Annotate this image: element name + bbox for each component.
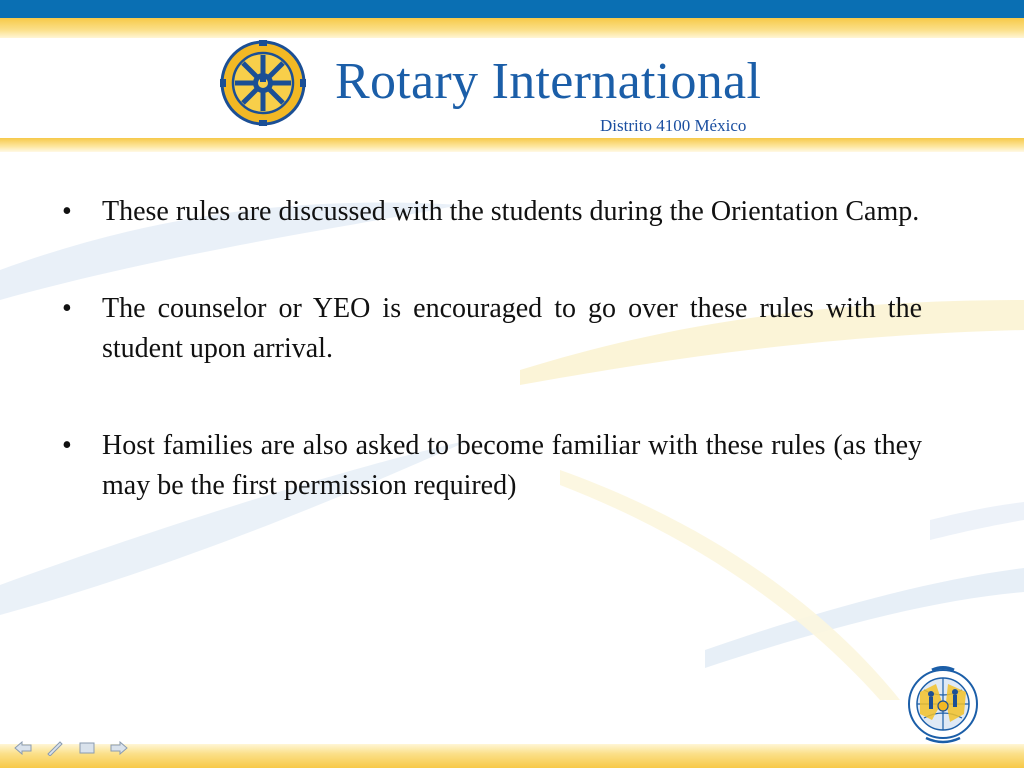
slide-navigation xyxy=(12,738,130,758)
next-slide-button[interactable] xyxy=(108,738,130,758)
header-gold-band xyxy=(0,138,1024,152)
menu-icon xyxy=(79,742,95,754)
footer-gold-band xyxy=(0,744,1024,768)
bullet-item xyxy=(58,289,922,369)
bullet-marker: • xyxy=(62,293,72,324)
pen-tool-button[interactable] xyxy=(44,738,66,758)
arrow-left-icon xyxy=(14,741,32,755)
bullet-marker: • xyxy=(62,430,72,461)
bullet-text: Host families are also asked to become familiar with these rules (as they may be the first permission required) xyxy=(102,430,922,501)
pen-icon xyxy=(46,740,64,756)
brand-subtitle: Distrito 4100 México xyxy=(600,116,747,135)
top-gold-band xyxy=(0,18,1024,38)
bullet-list xyxy=(58,192,922,563)
top-blue-band xyxy=(0,0,1024,18)
bullet-text: These rules are discussed with the students during the Orientation Camp. xyxy=(102,196,920,227)
rotary-youth-exchange-logo-icon xyxy=(902,662,984,746)
brand-title: Rotary International xyxy=(335,53,762,110)
bullet-item xyxy=(58,426,922,506)
arrow-right-icon xyxy=(110,741,128,755)
rotary-wheel-icon xyxy=(220,40,306,126)
bullet-text: The counselor or YEO is encouraged to go over these rules with the student upon arrival. xyxy=(102,293,922,364)
slide-menu-button[interactable] xyxy=(76,738,98,758)
previous-slide-button[interactable] xyxy=(12,738,34,758)
bullet-item xyxy=(58,192,922,232)
bullet-marker: • xyxy=(62,196,72,227)
